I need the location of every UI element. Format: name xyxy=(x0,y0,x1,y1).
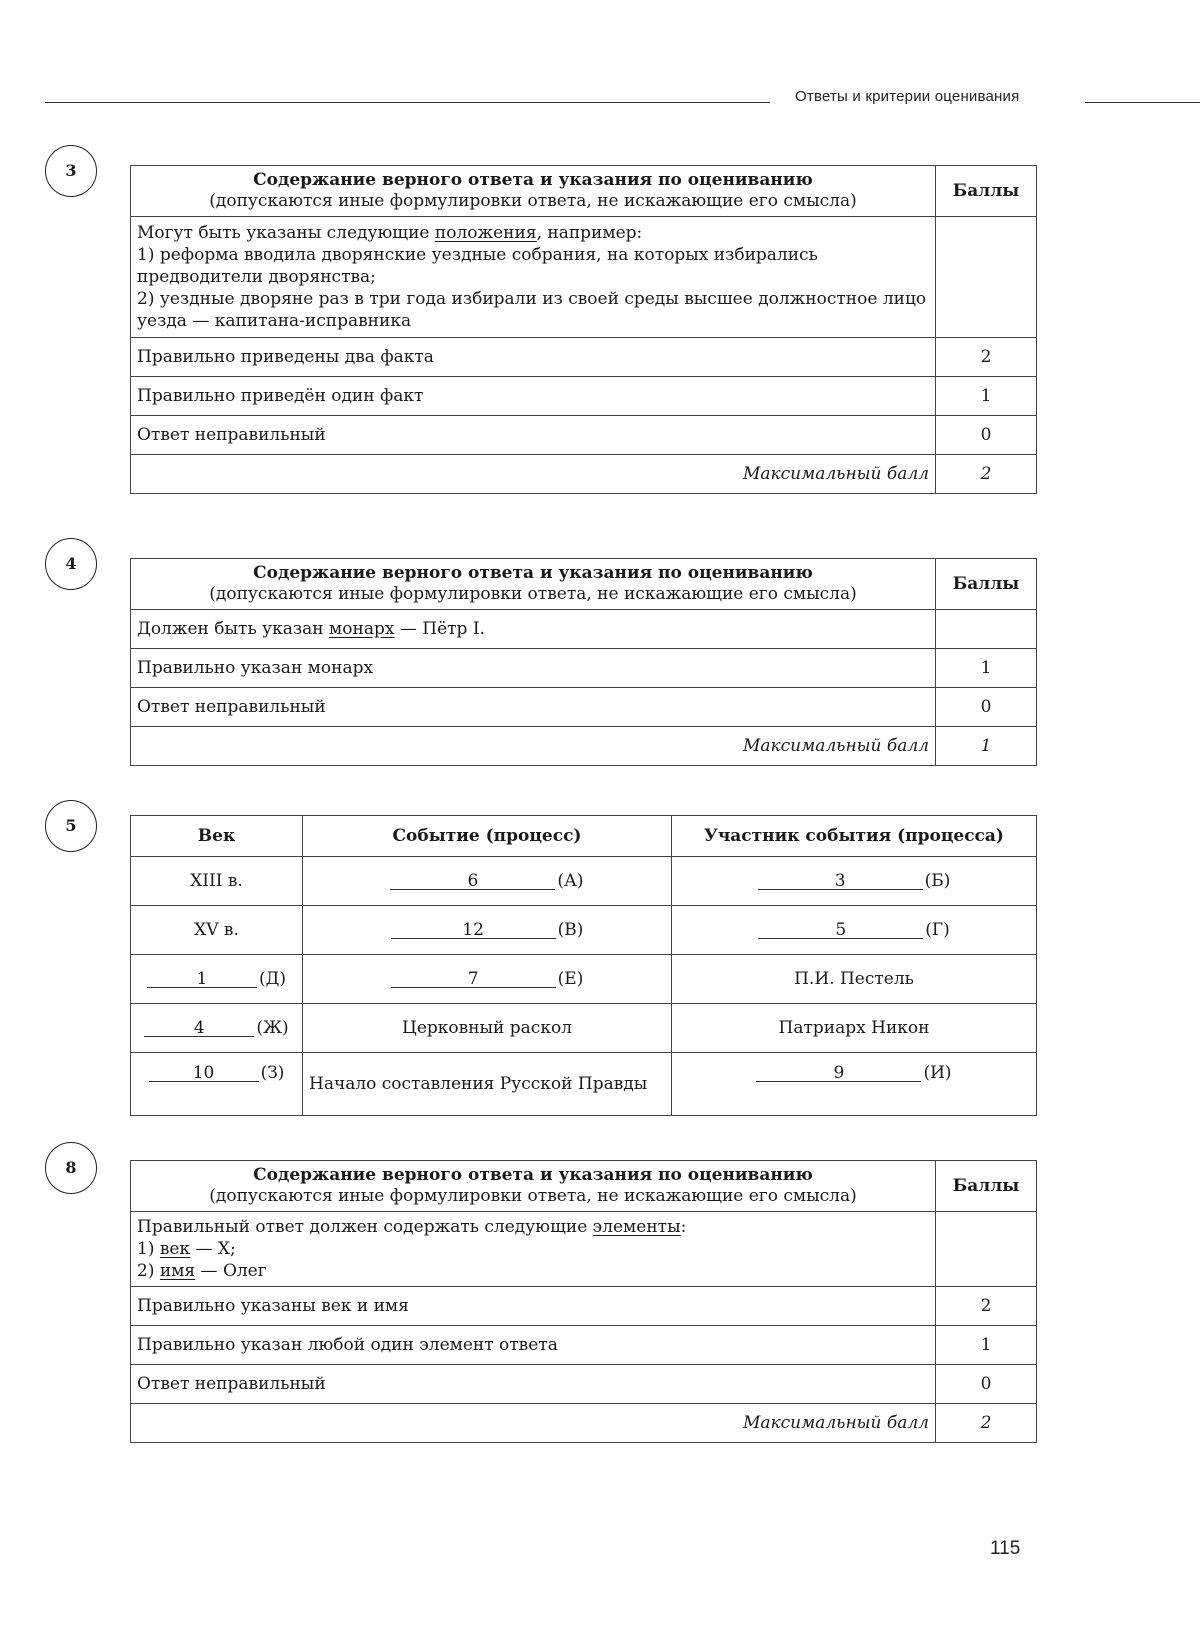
criteria-row xyxy=(131,416,1037,455)
table-row xyxy=(131,955,1037,1004)
content-header-subtitle: (допускаются иные формулировки ответа, не искажающие его смысла) xyxy=(209,1186,857,1206)
criteria-points: 0 xyxy=(936,1365,1037,1404)
answer-item-1-value: — X; xyxy=(190,1239,236,1259)
criteria-text: Ответ неправильный xyxy=(131,688,936,727)
criteria-text: Правильно указан любой один элемент ответа xyxy=(131,1326,936,1365)
blank-label: (А) xyxy=(557,871,584,891)
blank-label: (Е) xyxy=(557,969,584,989)
event-cell xyxy=(303,906,672,955)
blank-label: (Д) xyxy=(258,969,287,989)
header-rule-right xyxy=(1085,102,1200,103)
table-row xyxy=(131,1004,1037,1053)
event-cell: Церковный раскол xyxy=(303,1004,672,1053)
answer-item-2-value: — Олег xyxy=(195,1261,267,1281)
criteria-points: 1 xyxy=(936,1326,1037,1365)
century-cell: XV в. xyxy=(131,906,303,955)
blank-label: (Б) xyxy=(924,871,951,891)
column-header-century: Век xyxy=(131,816,303,857)
event-cell xyxy=(303,955,672,1004)
points-header: Баллы xyxy=(936,559,1037,610)
answer-content xyxy=(131,610,936,649)
points-empty xyxy=(936,217,1037,338)
answer-blank: 7 xyxy=(391,971,556,988)
table-row xyxy=(131,1053,1037,1116)
header-title: Ответы и критерии оценивания xyxy=(795,88,1020,105)
answer-key-term: положения xyxy=(434,223,537,243)
criteria-table-q4 xyxy=(130,558,1037,766)
criteria-text: Правильно указан монарх xyxy=(131,649,936,688)
content-header xyxy=(131,559,936,610)
question-number-5: 5 xyxy=(45,800,97,852)
content-header-subtitle: (допускаются иные формулировки ответа, не искажающие его смысла) xyxy=(209,191,857,211)
blank-label: (В) xyxy=(557,920,584,940)
criteria-points: 1 xyxy=(936,377,1037,416)
answer-intro: Могут быть указаны следующие xyxy=(137,223,435,243)
question-number-4: 4 xyxy=(45,538,97,590)
content-header-title: Содержание верного ответа и указания по оцениванию xyxy=(253,1165,813,1185)
criteria-row xyxy=(131,377,1037,416)
question-number-3: 3 xyxy=(45,145,97,197)
criteria-points: 0 xyxy=(936,416,1037,455)
points-header: Баллы xyxy=(936,166,1037,217)
answer-blank: 6 xyxy=(390,873,555,890)
criteria-row xyxy=(131,688,1037,727)
answer-item-1-prefix: 1) xyxy=(137,1239,160,1259)
table-row xyxy=(131,857,1037,906)
answer-item-2: 2) уездные дворяне раз в три года избирали из своей среды высшее должностное лицо уезда — капитана-исправника xyxy=(137,289,927,331)
criteria-points: 2 xyxy=(936,1287,1037,1326)
answer-item-1: 1) реформа вводила дворянские уездные собрания, на которых избирались предводители дворянства; xyxy=(137,245,818,287)
answer-key-term: элементы xyxy=(592,1217,681,1237)
max-score-value: 2 xyxy=(936,455,1037,494)
question-number-8: 8 xyxy=(45,1142,97,1194)
event-cell xyxy=(303,857,672,906)
blank-label: (Г) xyxy=(925,920,950,940)
answer-intro-end: : xyxy=(680,1217,687,1237)
content-header-title: Содержание верного ответа и указания по оцениванию xyxy=(253,170,813,190)
participant-cell xyxy=(672,1053,1037,1116)
criteria-row xyxy=(131,649,1037,688)
content-header-subtitle: (допускаются иные формулировки ответа, не искажающие его смысла) xyxy=(209,584,857,604)
max-score-value: 2 xyxy=(936,1404,1037,1443)
criteria-text: Правильно указаны век и имя xyxy=(131,1287,936,1326)
answer-intro: Правильный ответ должен содержать следующие xyxy=(137,1217,593,1237)
table-row xyxy=(131,906,1037,955)
running-header xyxy=(0,88,1200,112)
participant-cell xyxy=(672,906,1037,955)
century-cell xyxy=(131,1053,303,1116)
max-score-row xyxy=(131,455,1037,494)
blank-label: (Ж) xyxy=(256,1018,289,1038)
criteria-table-q8 xyxy=(130,1160,1037,1443)
max-score-row xyxy=(131,1404,1037,1443)
criteria-row xyxy=(131,1365,1037,1404)
answer-content xyxy=(131,217,936,338)
answer-blank: 9 xyxy=(756,1065,921,1082)
criteria-text: Правильно приведены два факта xyxy=(131,338,936,377)
participant-cell xyxy=(672,857,1037,906)
criteria-row xyxy=(131,1287,1037,1326)
column-header-participant: Участник события (процесса) xyxy=(672,816,1037,857)
century-cell xyxy=(131,1004,303,1053)
content-header-title: Содержание верного ответа и указания по оцениванию xyxy=(253,563,813,583)
answer-blank: 5 xyxy=(758,922,923,939)
answer-item-2-prefix: 2) xyxy=(137,1261,160,1281)
criteria-points: 2 xyxy=(936,338,1037,377)
century-cell xyxy=(131,955,303,1004)
participant-cell: П.И. Пестель xyxy=(672,955,1037,1004)
answer-intro-end: , например: xyxy=(536,223,643,243)
answer-key-term: монарх xyxy=(329,619,395,639)
answer-blank: 4 xyxy=(144,1020,254,1037)
answer-value: — Пётр I. xyxy=(394,619,485,639)
answer-blank: 1 xyxy=(147,971,257,988)
answer-item-2-term: имя xyxy=(159,1261,196,1281)
criteria-points: 1 xyxy=(936,649,1037,688)
criteria-text: Ответ неправильный xyxy=(131,1365,936,1404)
points-header: Баллы xyxy=(936,1161,1037,1212)
criteria-text: Правильно приведён один факт xyxy=(131,377,936,416)
criteria-points: 0 xyxy=(936,688,1037,727)
content-header xyxy=(131,1161,936,1212)
column-header-event: Событие (процесс) xyxy=(303,816,672,857)
answer-table-q5 xyxy=(130,815,1037,1116)
max-score-label: Максимальный балл xyxy=(131,727,936,766)
max-score-label: Максимальный балл xyxy=(131,455,936,494)
blank-label: (И) xyxy=(923,1063,952,1083)
event-cell: Начало составления Русской Правды xyxy=(303,1053,672,1116)
max-score-label: Максимальный балл xyxy=(131,1404,936,1443)
points-empty xyxy=(936,610,1037,649)
criteria-row xyxy=(131,338,1037,377)
criteria-text: Ответ неправильный xyxy=(131,416,936,455)
answer-blank: 10 xyxy=(149,1065,259,1082)
century-cell: XIII в. xyxy=(131,857,303,906)
criteria-row xyxy=(131,1326,1037,1365)
header-rule-left xyxy=(45,102,770,103)
max-score-row xyxy=(131,727,1037,766)
participant-cell: Патриарх Никон xyxy=(672,1004,1037,1053)
criteria-table-q3 xyxy=(130,165,1037,494)
max-score-value: 1 xyxy=(936,727,1037,766)
answer-intro: Должен быть указан xyxy=(137,619,330,639)
answer-blank: 12 xyxy=(391,922,556,939)
page-number: 115 xyxy=(990,1538,1021,1559)
answer-content xyxy=(131,1212,936,1287)
points-empty xyxy=(936,1212,1037,1287)
content-header xyxy=(131,166,936,217)
blank-label: (З) xyxy=(260,1063,285,1083)
answer-blank: 3 xyxy=(758,873,923,890)
answer-item-1-term: век xyxy=(159,1239,191,1259)
